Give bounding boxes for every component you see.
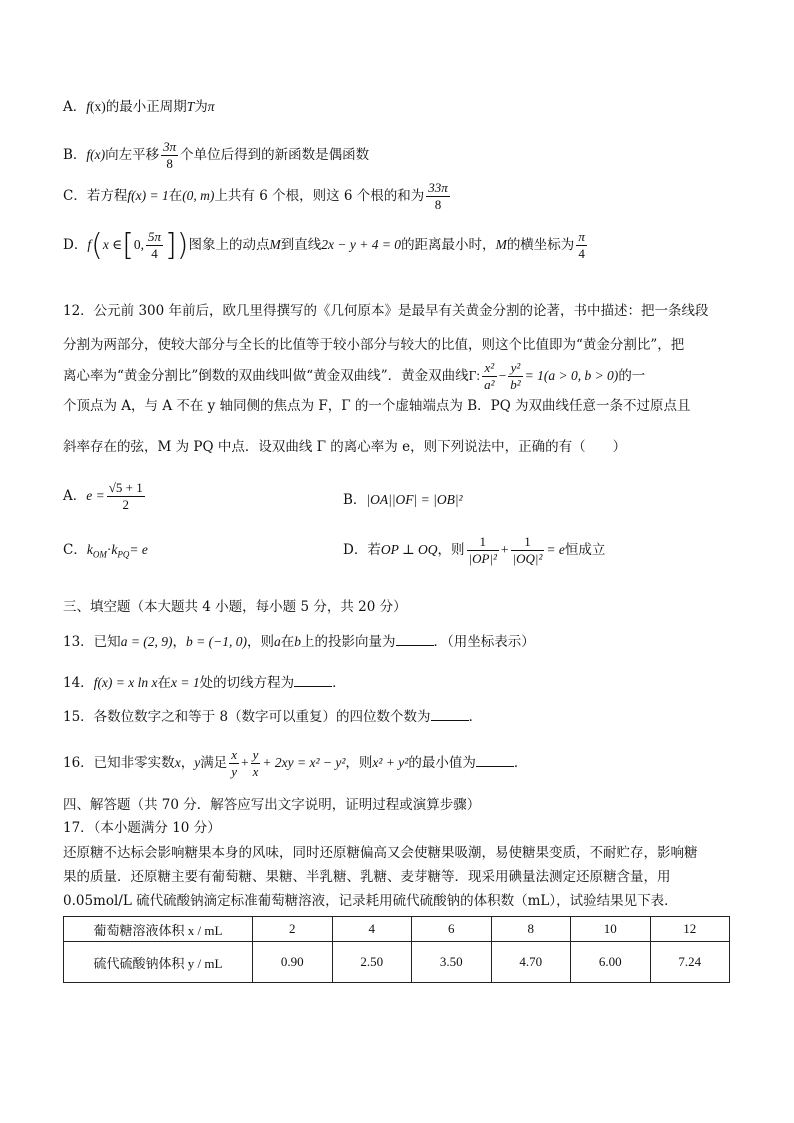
data-table bbox=[63, 916, 730, 983]
q12-line2: 分割为两部分，使较大部分与全长的比值等于较小部分与较大的比值，则这个比值即为“黄金分割比”，把 bbox=[63, 337, 685, 353]
math: T bbox=[186, 99, 195, 114]
denominator: 8 bbox=[434, 197, 442, 212]
fraction bbox=[161, 139, 178, 172]
option-label: A． bbox=[63, 99, 87, 115]
numerator: √5 + 1 bbox=[108, 480, 143, 495]
text: 在 bbox=[280, 634, 295, 650]
text: 图象上的动点 bbox=[188, 237, 270, 253]
math: (x) bbox=[90, 99, 106, 114]
table-cell: 0.90 bbox=[253, 942, 333, 983]
answer-blank[interactable] bbox=[396, 631, 434, 646]
numerator: 1 bbox=[511, 534, 545, 551]
q11-option-a bbox=[63, 97, 733, 117]
denominator: |OQ|² bbox=[512, 551, 543, 566]
text: 恒成立 bbox=[564, 542, 606, 558]
math: OP ⊥ OQ bbox=[380, 542, 438, 557]
q11-option-b bbox=[63, 139, 733, 172]
math: y bbox=[194, 755, 201, 770]
table-row bbox=[64, 942, 730, 983]
q17-title: 17．（本小题满分 10 分） bbox=[63, 820, 221, 836]
paren-close: ) bbox=[176, 227, 189, 263]
math: f(x) bbox=[86, 147, 106, 162]
section4-heading: 四、解答题（共 70 分．解答应写出文字说明，证明过程或演算步骤） bbox=[63, 797, 481, 813]
denominator: x bbox=[252, 764, 259, 779]
table-cell: 2.50 bbox=[332, 942, 412, 983]
text: 若方程 bbox=[86, 188, 128, 204]
numerator: 3π bbox=[163, 139, 177, 154]
math: M bbox=[495, 237, 507, 252]
denominator: y bbox=[231, 764, 237, 779]
fraction bbox=[426, 180, 450, 213]
denominator: 4 bbox=[578, 246, 585, 261]
text: 上的投影向量为 bbox=[301, 634, 396, 650]
text: ， bbox=[172, 634, 187, 650]
option-label: A． bbox=[63, 488, 87, 504]
math: + bbox=[240, 755, 249, 770]
text: 的横坐标为 bbox=[506, 237, 575, 253]
math: b = (−1, 0) bbox=[186, 634, 248, 649]
math: OM bbox=[92, 549, 107, 560]
denominator: 8 bbox=[166, 156, 173, 171]
text: 处的切线方程为 bbox=[199, 675, 295, 691]
math: e = bbox=[86, 488, 105, 503]
math: − bbox=[498, 368, 507, 383]
math: f(x) = 1 bbox=[127, 188, 169, 203]
bracket-open: [ bbox=[122, 227, 134, 263]
denominator: 4 bbox=[151, 246, 158, 261]
row-header: 硫代硫酸钠体积 y / mL bbox=[64, 942, 253, 983]
numerator: x bbox=[231, 747, 237, 762]
math: f(x) = x ln x bbox=[93, 675, 158, 690]
math: + bbox=[500, 542, 509, 557]
math: |OA||OF| = |OB|² bbox=[366, 492, 463, 507]
numerator: 5π bbox=[148, 229, 162, 244]
table-cell: 2 bbox=[253, 917, 333, 942]
q12-option-d bbox=[343, 534, 605, 567]
math: b bbox=[294, 634, 302, 649]
math: · bbox=[106, 542, 112, 557]
table-cell: 10 bbox=[571, 917, 651, 942]
denominator: a² bbox=[484, 377, 495, 392]
q12-line1: 12．公元前 300 年前后，欧几里得撰写的《几何原本》是最早有关黄金分割的论著，书中描述：把一条线段 bbox=[63, 303, 709, 319]
text: 个单位后得到的新函数是偶函数 bbox=[180, 147, 370, 163]
math: f bbox=[87, 237, 92, 252]
denominator: b² bbox=[510, 377, 521, 392]
text: ， bbox=[180, 755, 195, 771]
math: 2x − y + 4 = 0 bbox=[321, 237, 402, 252]
option-label: B． bbox=[343, 492, 367, 508]
text: 离心率为“黄金分割比”倒数的双曲线叫做“黄金双曲线”．黄金双曲线 bbox=[63, 368, 469, 384]
q14 bbox=[63, 672, 733, 693]
math: x² + y² bbox=[372, 755, 409, 770]
numerator: y bbox=[252, 747, 259, 762]
text: 在 bbox=[168, 188, 183, 204]
option-label: D． bbox=[63, 237, 88, 253]
numerator: 33π bbox=[428, 180, 448, 195]
math: k bbox=[111, 542, 118, 557]
text: 的一 bbox=[618, 368, 646, 384]
table-cell: 6 bbox=[412, 917, 492, 942]
option-label: D． bbox=[343, 542, 368, 558]
math: = 1(a > 0, b > 0) bbox=[524, 368, 619, 383]
table-cell: 12 bbox=[650, 917, 730, 942]
answer-blank[interactable] bbox=[476, 752, 514, 767]
option-label: C． bbox=[63, 188, 87, 204]
text: ，则 bbox=[345, 755, 373, 771]
q17-paragraph-3: 0.05mol/L 硫代硫酸钠滴定标准葡萄糖溶液，记录耗用硫代硫酸钠的体积数（mL），试验结果见下表． bbox=[63, 893, 678, 909]
fraction bbox=[482, 360, 496, 393]
math: k bbox=[86, 542, 93, 557]
math: Γ: bbox=[468, 368, 481, 383]
q16 bbox=[63, 747, 733, 780]
fraction bbox=[251, 747, 261, 780]
table-cell: 4 bbox=[332, 917, 412, 942]
text: 的最小正周期 bbox=[105, 99, 187, 115]
option-label: B． bbox=[63, 147, 87, 163]
math: M bbox=[269, 237, 281, 252]
math: 0, bbox=[133, 237, 145, 252]
table-cell: 4.70 bbox=[491, 942, 571, 983]
answer-blank[interactable] bbox=[431, 706, 469, 721]
math: PQ bbox=[117, 549, 130, 560]
q12-line4: 个顶点为 A，与 A 不在 y 轴同侧的焦点为 F，Γ 的一个虚轴端点为 B．PQ 为双曲线任意一条不过原点且 bbox=[63, 398, 691, 414]
q15 bbox=[63, 706, 733, 727]
table-cell: 7.24 bbox=[650, 942, 730, 983]
text: ． bbox=[332, 675, 346, 691]
row-header: 葡萄糖溶液体积 x / mL bbox=[64, 917, 253, 942]
table-cell: 6.00 bbox=[571, 942, 651, 983]
fraction bbox=[511, 534, 545, 567]
text: ． bbox=[468, 709, 483, 725]
text: 为 bbox=[194, 99, 208, 115]
fraction bbox=[467, 534, 499, 567]
q12-line3 bbox=[63, 360, 733, 393]
text: 若 bbox=[367, 542, 381, 558]
numerator: y² bbox=[508, 360, 522, 377]
denominator: 2 bbox=[122, 497, 129, 512]
section3-heading: 三、填空题（本大题共 4 小题，每小题 5 分，共 20 分） bbox=[63, 599, 407, 615]
denominator: |OP|² bbox=[468, 551, 497, 566]
fraction bbox=[107, 480, 145, 513]
math: π bbox=[207, 99, 215, 114]
q12-options-ab bbox=[63, 480, 733, 513]
text: ，则 bbox=[247, 634, 275, 650]
text: 上共有 6 个根，则这 6 个根的和为 bbox=[214, 188, 425, 204]
text: 的距离最小时， bbox=[401, 237, 496, 253]
table-cell: 8 bbox=[491, 917, 571, 942]
option-label: C． bbox=[63, 542, 87, 558]
paren-open: ( bbox=[91, 227, 103, 263]
table-row bbox=[64, 917, 730, 942]
text: 向左平移 bbox=[105, 147, 160, 163]
table-cell: 3.50 bbox=[412, 942, 492, 983]
text: 的最小值为 bbox=[408, 755, 476, 771]
q12-options-cd bbox=[63, 534, 733, 566]
math: x bbox=[174, 755, 181, 770]
q11-option-d bbox=[63, 229, 733, 262]
bracket-close: ] bbox=[165, 227, 177, 263]
text: 到直线 bbox=[280, 237, 322, 253]
fraction bbox=[229, 747, 239, 780]
text: 14． bbox=[63, 675, 94, 691]
text: 满足 bbox=[200, 755, 228, 771]
text: 13．已知 bbox=[63, 634, 121, 650]
q11-option-c bbox=[63, 180, 733, 213]
math: f bbox=[86, 99, 91, 114]
q17-paragraph-2: 果的质量．还原糖主要有葡萄糖、果糖、半乳糖、乳糖、麦芽糖等．现采用碘量法测定还原糖含量，用 bbox=[63, 869, 671, 885]
math: + 2xy = x² − y² bbox=[262, 755, 346, 770]
math: a = (2, 9) bbox=[120, 634, 173, 649]
q17-paragraph-1: 还原糖不达标会影响糖果本身的风味，同时还原糖偏高又会使糖果吸潮，易使糖果变质，不耐贮存，影响糖 bbox=[63, 845, 698, 861]
numerator: x² bbox=[482, 360, 496, 377]
text: 15．各数位数字之和等于 8（数字可以重复）的四位数个数为 bbox=[63, 709, 431, 725]
text: ．（用坐标表示） bbox=[433, 634, 535, 650]
math: (0, m) bbox=[182, 188, 215, 203]
q12-option-b bbox=[343, 490, 463, 510]
math: x ∈ bbox=[102, 237, 123, 252]
text: ． bbox=[513, 755, 528, 771]
text: ，则 bbox=[437, 542, 465, 558]
text: 在 bbox=[157, 675, 172, 691]
fraction bbox=[508, 360, 522, 393]
answer-blank[interactable] bbox=[294, 672, 332, 687]
fraction bbox=[576, 229, 587, 262]
math: x = 1 bbox=[171, 675, 200, 690]
fraction bbox=[146, 229, 163, 262]
text: 16．已知非零实数 bbox=[63, 755, 175, 771]
math: a bbox=[274, 634, 281, 649]
q12-line5: 斜率存在的弦，M 为 PQ 中点．设双曲线 Γ 的离心率为 e，则下列说法中，正确的有（ ） bbox=[63, 439, 627, 455]
math: = e bbox=[129, 542, 148, 557]
q13 bbox=[63, 631, 733, 652]
numerator: π bbox=[578, 229, 585, 244]
math: = e bbox=[546, 542, 565, 557]
numerator: 1 bbox=[467, 534, 499, 551]
